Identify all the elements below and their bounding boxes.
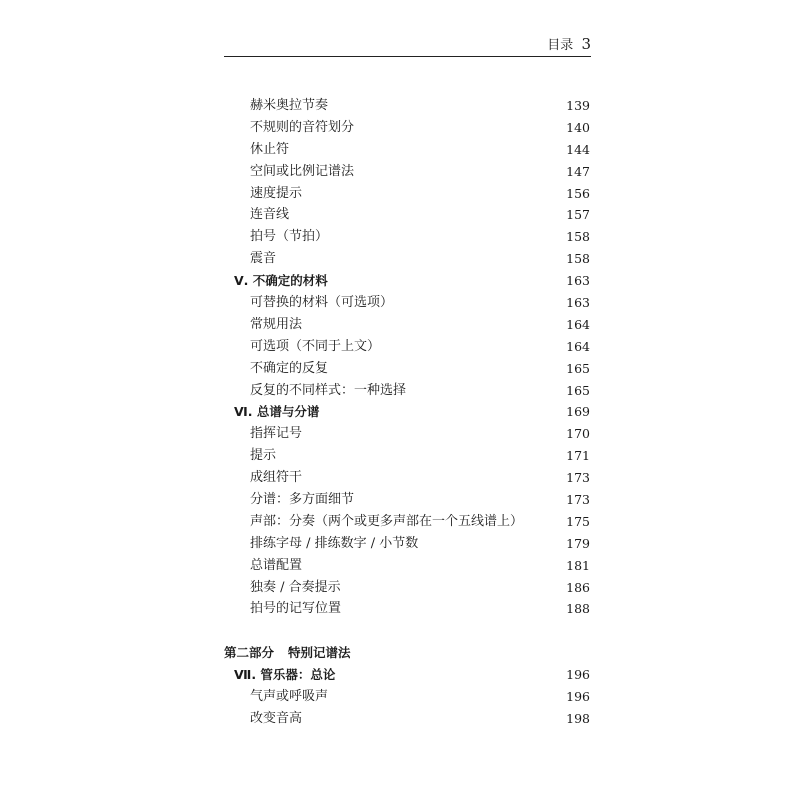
toc-entry-label: 反复的不同样式：一种选择 <box>250 382 407 398</box>
chapter-page: 163 <box>566 273 590 289</box>
toc-entry[interactable] <box>224 598 591 620</box>
toc-entry[interactable] <box>224 183 591 205</box>
toc-entry-page: 165 <box>566 382 590 398</box>
table-of-contents <box>224 95 591 730</box>
toc-entry-label: 空间或比例记谱法 <box>250 163 355 179</box>
toc-entry[interactable] <box>224 336 591 358</box>
part-name: 特别记谱法 <box>288 645 351 661</box>
toc-entry-page: 140 <box>566 119 590 135</box>
toc-entry-page: 173 <box>566 470 590 486</box>
toc-entry-page: 170 <box>566 426 590 442</box>
toc-entry[interactable] <box>224 708 591 730</box>
toc-entry[interactable] <box>224 577 591 599</box>
toc-entry-label: 指挥记号 <box>250 426 303 442</box>
toc-entry[interactable] <box>224 358 591 380</box>
toc-entry[interactable] <box>224 95 591 117</box>
toc-entry-label: 改变音高 <box>250 711 303 727</box>
toc-entry-page: 165 <box>566 360 590 376</box>
toc-entry-page: 173 <box>566 492 590 508</box>
toc-entry-page: 156 <box>566 185 590 201</box>
toc-entry[interactable] <box>224 314 591 336</box>
toc-entry-label: 不确定的反复 <box>250 360 329 376</box>
toc-entry-label: 不规则的音符划分 <box>250 119 355 135</box>
toc-entry[interactable] <box>224 117 591 139</box>
part-title <box>224 642 351 664</box>
chapter-title: Ⅵ. 总谱与分谱 <box>234 404 320 420</box>
toc-entry-page: 147 <box>566 163 590 179</box>
toc-entry[interactable] <box>224 139 591 161</box>
toc-entry-page: 164 <box>566 338 590 354</box>
toc-entry-page: 164 <box>566 316 590 332</box>
toc-entry[interactable] <box>224 248 591 270</box>
part-number: 第二部分 <box>224 645 275 661</box>
toc-entry[interactable] <box>224 511 591 533</box>
toc-entry-label: 震音 <box>250 251 277 267</box>
toc-entry-page: 158 <box>566 251 590 267</box>
toc-entry-label: 提示 <box>250 448 277 464</box>
toc-entry-label: 独奏 / 合奏提示 <box>250 579 341 595</box>
toc-entry-page: 163 <box>566 295 590 311</box>
toc-entry-page: 171 <box>566 448 590 464</box>
toc-entry[interactable] <box>224 423 591 445</box>
chapter-page: 169 <box>566 404 590 420</box>
toc-chapter-heading[interactable] <box>224 270 591 292</box>
toc-entry-label: 声部：分奏（两个或更多声部在一个五线谱上） <box>250 513 524 529</box>
toc-entry-page: 188 <box>566 601 590 617</box>
toc-chapter-heading[interactable] <box>224 401 591 423</box>
toc-entry[interactable] <box>224 226 591 248</box>
toc-entry-label: 拍号（节拍） <box>250 229 329 245</box>
toc-entry-page: 139 <box>566 98 590 113</box>
toc-entry-page: 175 <box>566 513 590 529</box>
running-header <box>224 34 591 57</box>
toc-entry-page: 157 <box>566 207 590 223</box>
header-text <box>547 34 591 56</box>
toc-entry[interactable] <box>224 533 591 555</box>
toc-entry-page: 198 <box>566 711 590 727</box>
toc-entry-label: 可替换的材料（可选项） <box>250 295 394 311</box>
toc-entry-label: 可选项（不同于上文） <box>250 338 381 354</box>
toc-entry[interactable] <box>224 380 591 402</box>
toc-entry[interactable] <box>224 686 591 708</box>
toc-entry[interactable] <box>224 489 591 511</box>
toc-entry[interactable] <box>224 555 591 577</box>
toc-entry-label: 拍号的记写位置 <box>250 601 342 617</box>
toc-entry-label: 分谱：多方面细节 <box>250 492 355 508</box>
toc-entry-label: 常规用法 <box>250 316 303 332</box>
toc-entry-page: 196 <box>566 689 590 705</box>
toc-part-heading[interactable] <box>224 642 591 664</box>
toc-entry-page: 181 <box>566 557 590 573</box>
chapter-page: 196 <box>566 667 590 683</box>
toc-chapter-heading[interactable] <box>224 664 591 686</box>
toc-entry-page: 186 <box>566 579 590 595</box>
toc-entry[interactable] <box>224 204 591 226</box>
header-page-number: 3 <box>581 35 591 53</box>
toc-entry-page: 179 <box>566 535 590 551</box>
chapter-title: Ⅴ. 不确定的材料 <box>234 273 328 289</box>
toc-entry-label: 成组符干 <box>250 470 303 486</box>
toc-entry-label: 速度提示 <box>250 185 303 201</box>
toc-entry-label: 总谱配置 <box>250 557 303 573</box>
toc-entry-label: 排练字母 / 排练数字 / 小节数 <box>250 535 419 551</box>
toc-entry-page: 144 <box>566 141 590 157</box>
toc-entry-label: 休止符 <box>250 141 290 157</box>
toc-entry-label: 气声或呼吸声 <box>250 689 329 705</box>
toc-entry[interactable] <box>224 292 591 314</box>
toc-entry-page: 158 <box>566 229 590 245</box>
header-title: 目录 <box>547 38 574 53</box>
toc-entry[interactable] <box>224 467 591 489</box>
chapter-title: Ⅶ. 管乐器：总论 <box>234 667 336 683</box>
toc-entry-label: 连音线 <box>250 207 290 223</box>
toc-entry[interactable] <box>224 161 591 183</box>
toc-entry-label: 赫米奥拉节奏 <box>250 98 329 113</box>
toc-entry[interactable] <box>224 445 591 467</box>
